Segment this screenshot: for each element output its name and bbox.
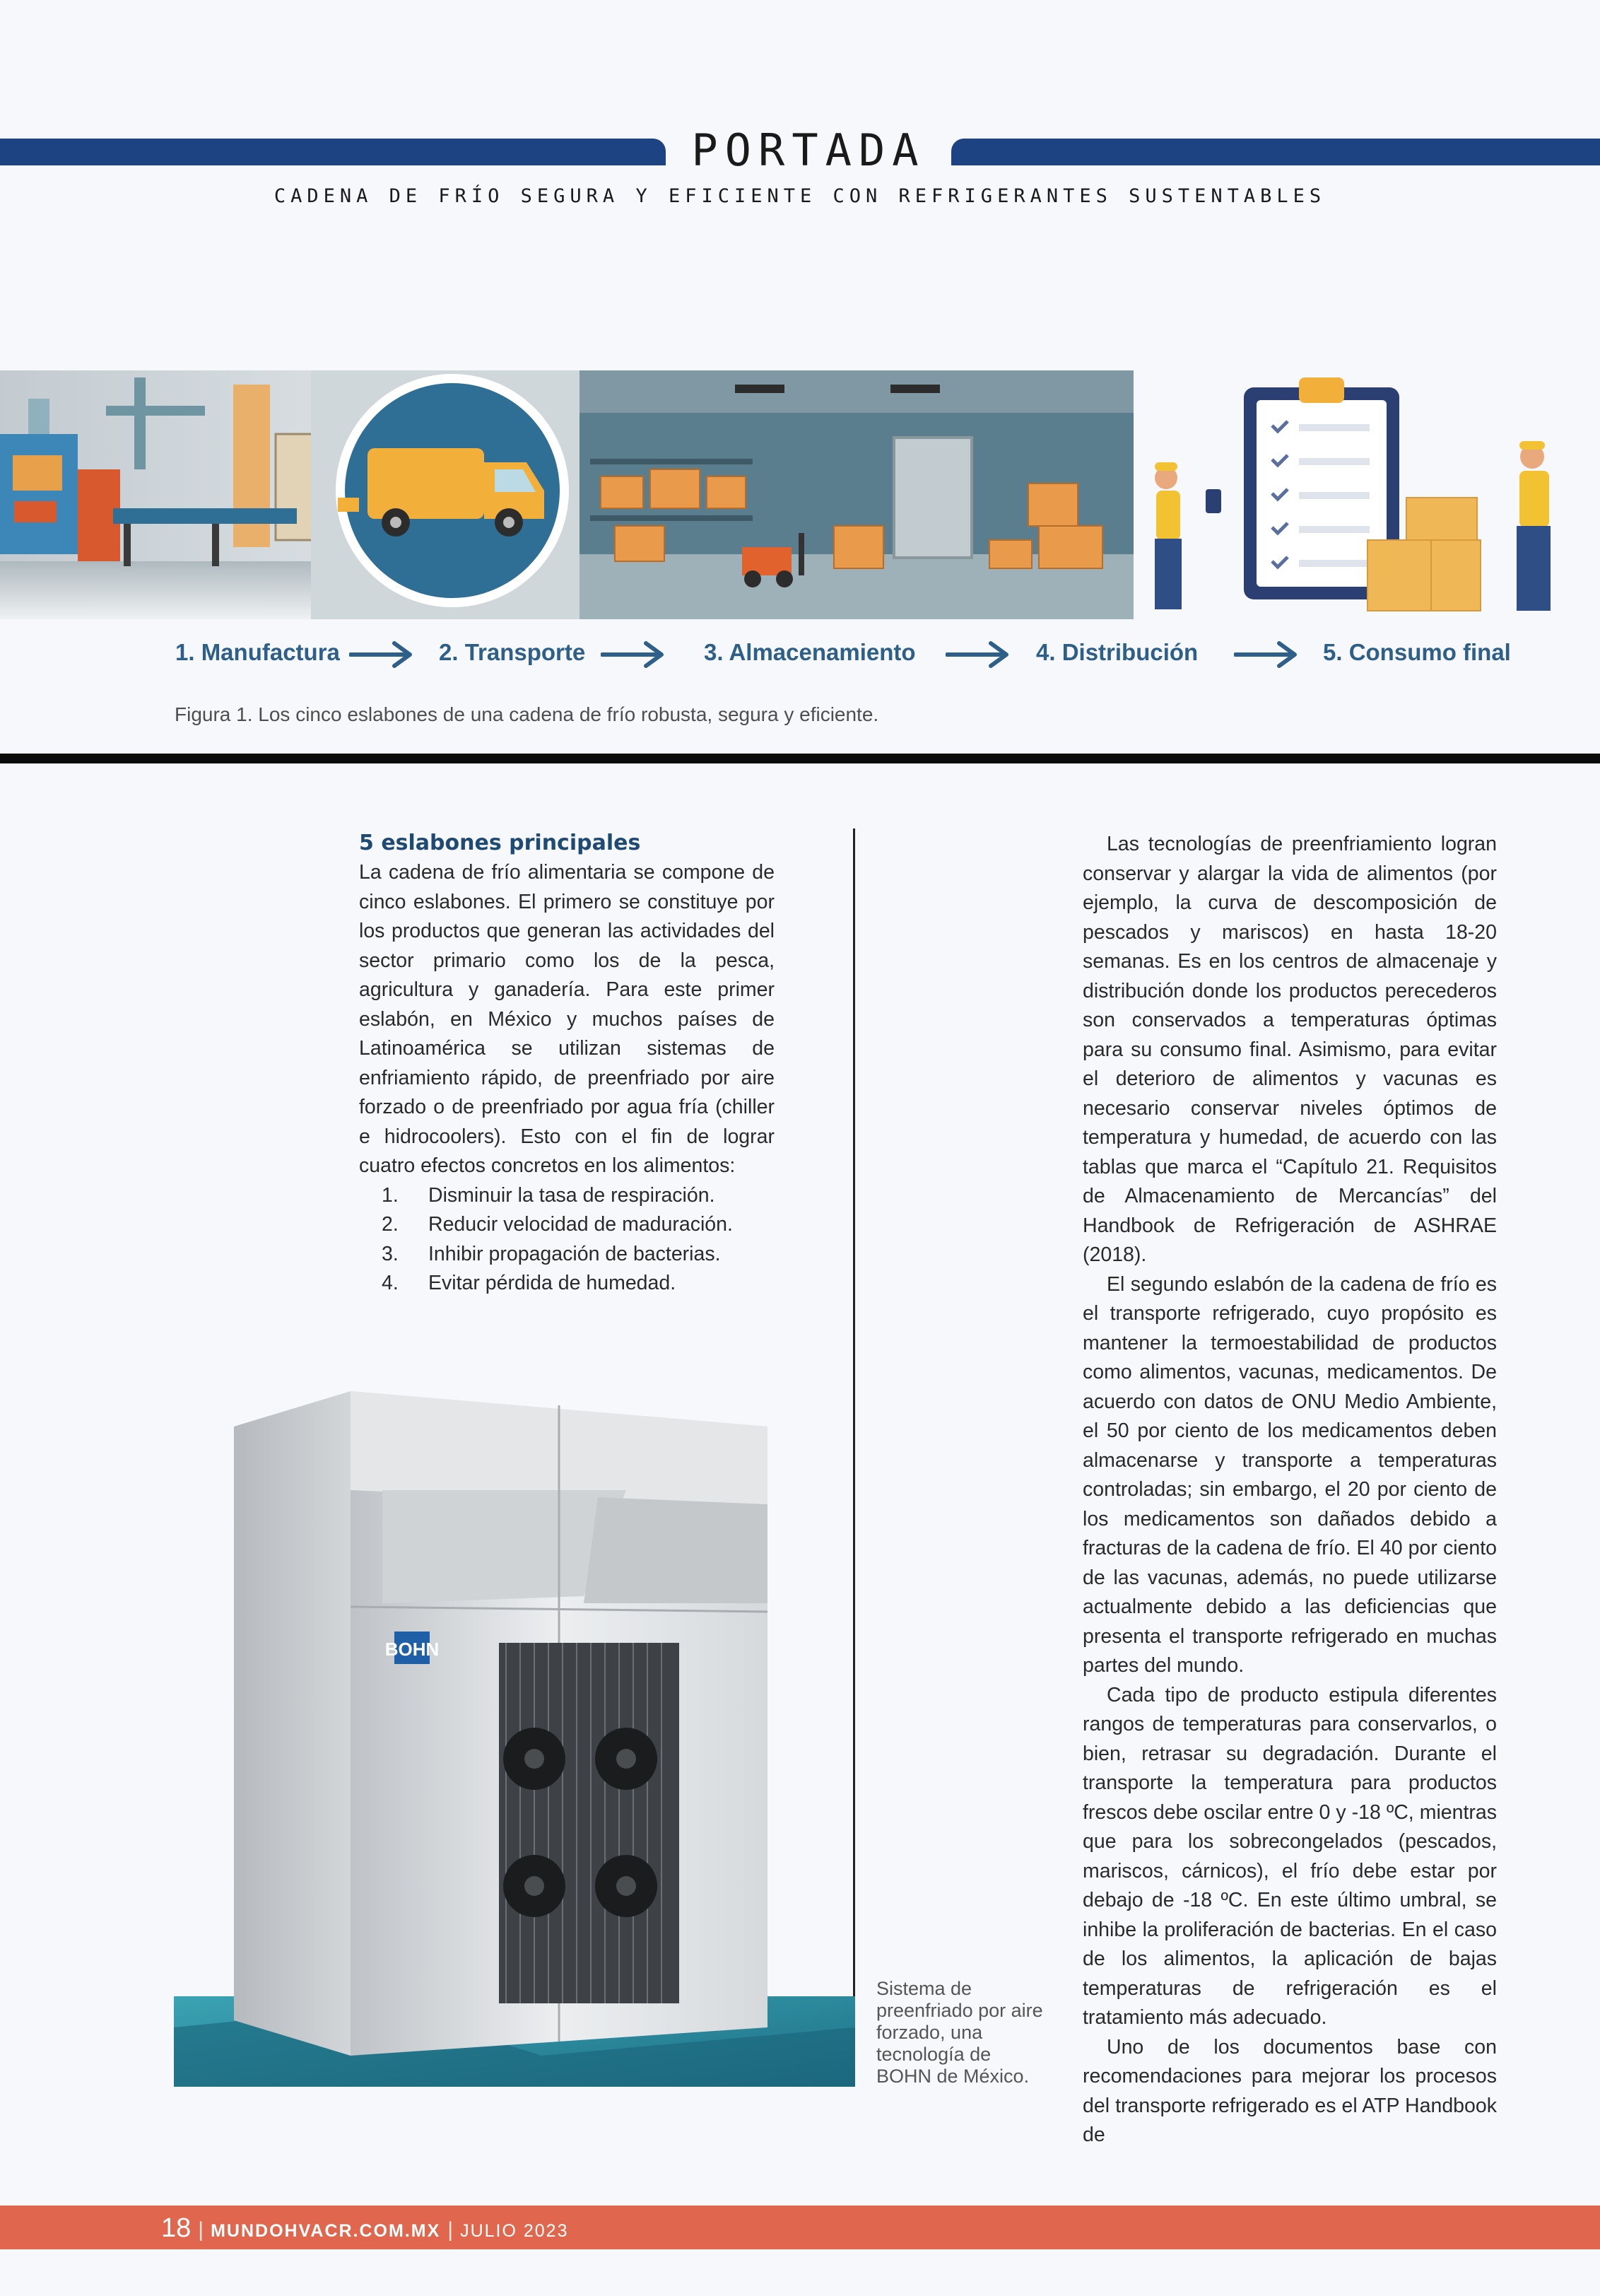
step-storage: 3. Almacenamiento — [704, 639, 916, 665]
body-paragraph: La cadena de frío alimentaria se compone de cinco eslabones. El primero se constituye por los productos que generan las actividades del sector primario como los de la pesca, agricultura y ganadería. Para este primer eslabón, en México y muchos países de Latinoamérica se utilizan sistemas de enfriamiento rápido, de preenfriado por aire forzado o de preenfriado por agua fría (chiller e hidrocoolers). Esto con el fin de lograr cuatro efectos concretos en los alimentos: — [359, 861, 775, 1177]
section-heading: 5 eslabones principales — [359, 831, 641, 855]
page-number: 18 — [161, 2213, 192, 2243]
footer-separator: | — [198, 2218, 204, 2242]
body-paragraph: Las tecnologías de preenfriamiento logran conservar y alargar la vida de alimentos (por ejemplo, la curva de descomposición de pescados y mariscos) en hasta 18-20 semanas. Es en los centros de almacenaje y distribución donde los productos perecederos son conservados a temperaturas óptimas para su consumo final. Asimismo, para evitar el deterioro de alimentos y vacunas es necesario conservar niveles óptimos de temperatura y humedad, de acuerdo con las tablas que marca el “Capítulo 21. Requisitos de Almacenamiento de Mercancías” del Handbook de Refrigeración de ASHRAE (2018). — [1083, 833, 1497, 1266]
svg-text:BOHN: BOHN — [384, 1639, 440, 1660]
body-paragraph: Cada tipo de producto estipula diferentes rangos de temperaturas para conservarlos, o bien, retrasar su degradación. Durante el transporte la temperatura para productos frescos debe oscilar entre 0 y -18 ºC, mientras que para los sobrecongelados (pescados, mariscos, cárnicos), el frío debe estar por debajo de -18 ºC. En este último umbral, se inhibe la proliferación de bacterias. En el caso de los alimentos, la aplicación de bajas temperaturas de refrigeración es el tratamiento más adecuado. — [1083, 1683, 1497, 2029]
list-item: 2. Reducir velocidad de maduración. — [382, 1213, 733, 1236]
article-subtitle: CADENA DE FRÍO SEGURA Y EFICIENTE CON REFRIGERANTES SUSTENTABLES — [273, 185, 1327, 207]
body-paragraph: El segundo eslabón de la cadena de frío es el transporte refrigerado, cuyo propósito es mantener la termoestabilidad de productos como alimentos, vacunas, medicamentos. De acuerdo con datos de ONU Medio Ambiente, el 50 por ciento de los medicamentos deben almacenarse y transporte a temperaturas controladas; sin embargo, el 20 por ciento de los medicamentos son dañados debido a fracturas de la cadena de frío. El 40 por ciento de las vacunas, además, no puede utilizarse actualmente debido a las deficiencias que presenta el transporte refrigerado en muchas partes del mundo. — [1083, 1272, 1497, 1677]
section-divider — [0, 754, 1600, 763]
cold-chain-illustration — [0, 370, 1600, 619]
issue-date: JULIO 2023 — [460, 2221, 569, 2241]
list-item: 1. Disminuir la tasa de respiración. — [382, 1183, 715, 1207]
footer-separator: | — [447, 2218, 454, 2242]
header-bar-left — [0, 139, 666, 165]
warehouse-illustration — [580, 370, 1134, 619]
list-item: 4. Evitar pérdida de humedad. — [382, 1272, 676, 1294]
forced-air-precooler-photo — [174, 1391, 855, 2087]
arrow-right-icon — [946, 640, 1011, 669]
arrow-right-icon — [601, 640, 666, 669]
arrow-right-icon — [349, 640, 414, 669]
effects-list — [382, 1181, 775, 1299]
step-manufacturing: 1. Manufactura — [175, 639, 340, 665]
figure-caption: Figura 1. Los cinco eslabones de una cadena de frío robusta, segura y eficiente. — [175, 703, 879, 725]
body-paragraph: Uno de los documentos base con recomendaciones para mejorar los procesos del transporte refrigerado es el ATP Handbook de — [1083, 2035, 1497, 2146]
header-bar-right — [951, 139, 1600, 165]
website-link[interactable]: MUNDOHVACR.COM.MX — [211, 2221, 441, 2241]
factory-illustration — [0, 370, 353, 619]
photo-caption: Sistema de preenfriado por aire forzado, una tecnología de BOHN de México. — [876, 1978, 1043, 2087]
cold-chain-steps — [0, 639, 1600, 670]
left-column — [359, 828, 775, 1299]
section-title: PORTADA — [691, 124, 926, 176]
footer — [161, 2213, 568, 2244]
delivery-truck-illustration — [311, 370, 580, 619]
list-item: 3. Inhibir propagación de bacterias. — [382, 1242, 721, 1265]
step-final-consumption: 5. Consumo final — [1323, 639, 1511, 665]
step-distribution: 4. Distribución — [1036, 639, 1199, 665]
step-transport: 2. Transporte — [439, 639, 586, 665]
right-column — [1083, 830, 1497, 2150]
arrow-right-icon — [1234, 640, 1299, 669]
